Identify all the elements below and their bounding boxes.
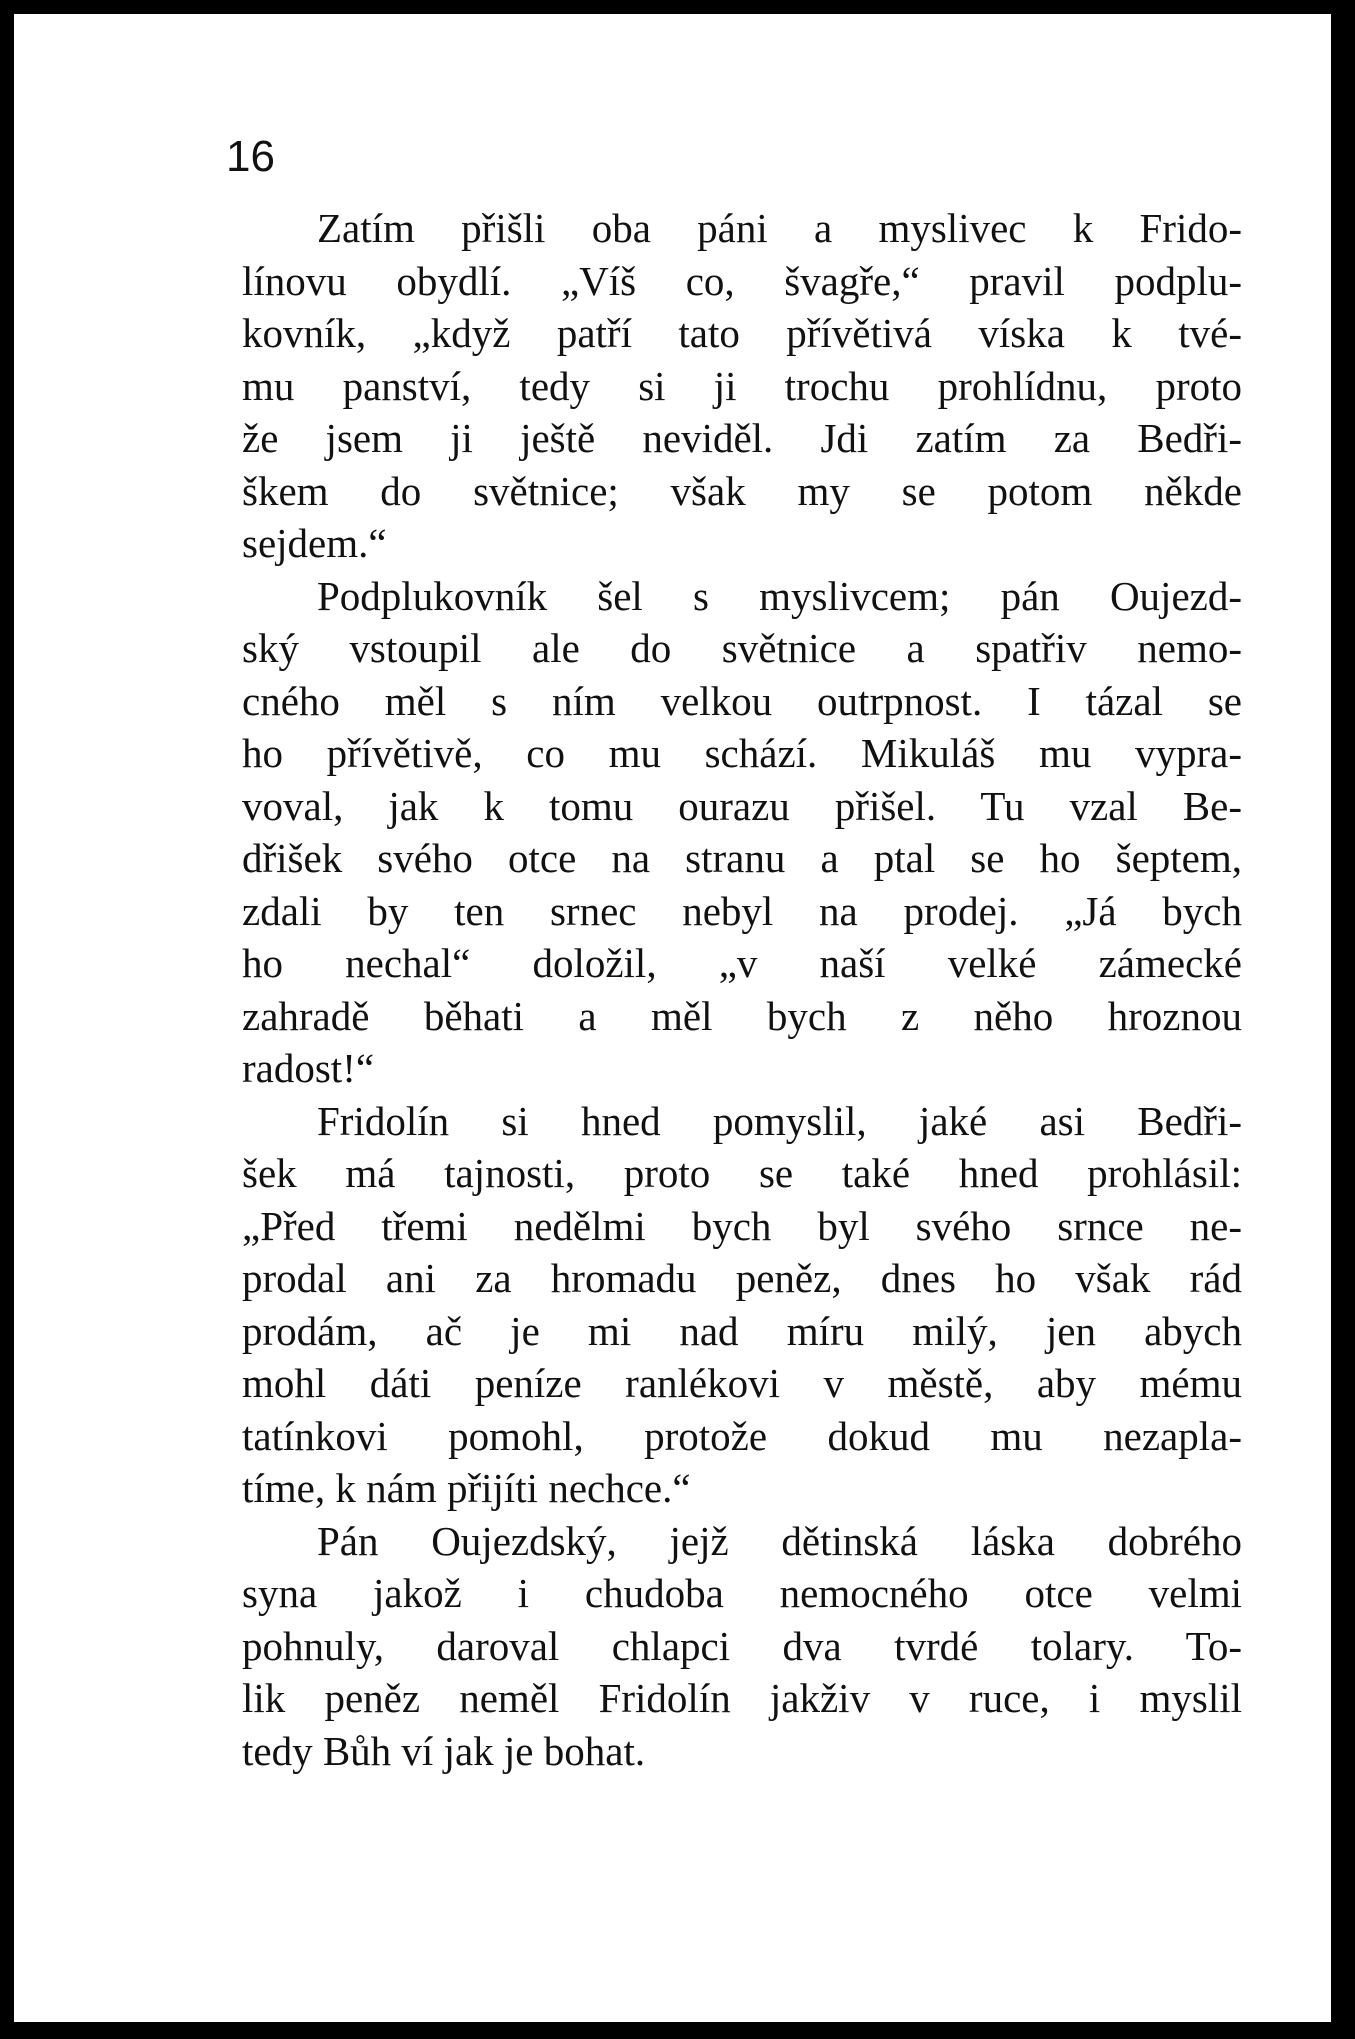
- paragraph-2: [242, 570, 1242, 1095]
- text-line: zahradě běhati a měl bych z něho hroznou: [242, 992, 1242, 1039]
- body-text: [242, 202, 1242, 1777]
- text-line: Podplukovník šel s myslivcem; pán Oujezd-: [317, 572, 1242, 619]
- text-line: mu panství, tedy si ji trochu prohlídnu, proto: [242, 362, 1242, 409]
- paragraph-1: [242, 202, 1242, 570]
- text-line: syna jakož i chudoba nemocného otce velmi: [242, 1570, 1242, 1616]
- text-line: sejdem.“: [242, 520, 387, 566]
- text-line: tedy Bůh ví jak je bohat.: [242, 1727, 646, 1774]
- text-line: línovu obydlí. „Víš co, švagře,“ pravil podplu-: [242, 257, 1242, 304]
- paragraph-4: [242, 1515, 1242, 1778]
- text-line: Fridolín si hned pomyslil, jaké asi Bedři-: [317, 1097, 1242, 1144]
- text-line: že jsem ji ještě neviděl. Jdi zatím za Bedři-: [242, 415, 1242, 461]
- text-line: prodal ani za hromadu peněz, dnes ho však rád: [242, 1255, 1242, 1301]
- text-line: Pán Oujezdský, jejž dětinská láska dobrého: [317, 1517, 1242, 1564]
- text-line: ho přívětivě, co mu schází. Mikuláš mu vypra-: [242, 730, 1242, 776]
- text-line: cného měl s ním velkou outrpnost. I tázal se: [242, 677, 1242, 724]
- text-line: voval, jak k tomu ourazu přišel. Tu vzal Be-: [242, 782, 1242, 829]
- text-line: kovník, „když patří tato přívětivá víska k tvé-: [242, 310, 1242, 356]
- text-line: tatínkovi pomohl, protože dokud mu nezapla-: [242, 1412, 1242, 1459]
- text-line: radost!“: [242, 1045, 375, 1091]
- page-number: 16: [226, 132, 275, 181]
- text-line: zdali by ten srnec nebyl na prodej. „Já bych: [242, 887, 1242, 934]
- text-line: pohnuly, daroval chlapci dva tvrdé tolary. To-: [242, 1622, 1242, 1669]
- text-line: prodám, ač je mi nad míru milý, jen abych: [242, 1307, 1242, 1354]
- text-line: tíme, k nám přijíti nechce.“: [242, 1465, 691, 1511]
- text-line: ho nechal“ doložil, „v naší velké zámecké: [242, 940, 1242, 986]
- text-line: mohl dáti peníze ranlékovi v městě, aby mému: [242, 1360, 1242, 1406]
- text-line: Zatím přišli oba páni a myslivec k Frido-: [317, 205, 1242, 251]
- text-line: lik peněz neměl Fridolín jakživ v ruce, i myslil: [242, 1675, 1242, 1721]
- paragraph-3: [242, 1095, 1242, 1515]
- text-line: ský vstoupil ale do světnice a spatřiv nemo-: [242, 625, 1242, 671]
- text-line: šek má tajnosti, proto se také hned prohlásil:: [242, 1150, 1242, 1196]
- text-line: dřišek svého otce na stranu a ptal se ho šeptem,: [242, 835, 1242, 881]
- text-line: škem do světnice; však my se potom někde: [242, 467, 1242, 514]
- text-line: „Před třemi nedělmi bych byl svého srnce ne-: [242, 1202, 1242, 1249]
- book-page: [14, 14, 1331, 2022]
